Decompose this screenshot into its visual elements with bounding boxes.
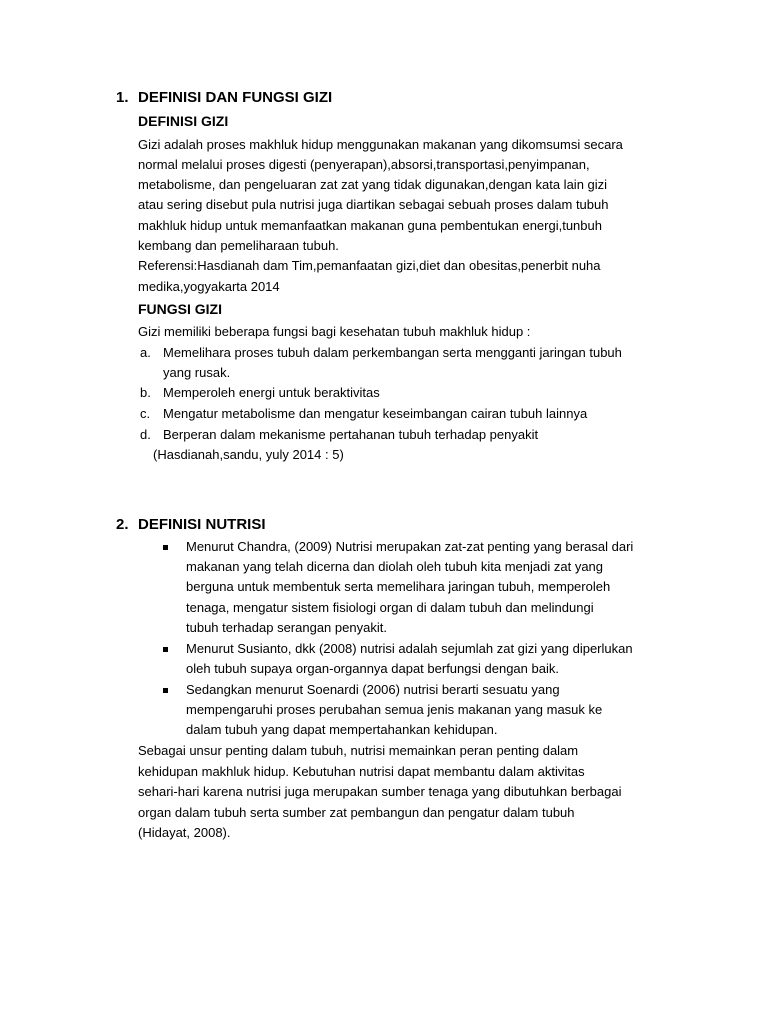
bullet-text: mempengaruhi proses perubahan semua jenis makanan yang masuk ke <box>186 702 603 717</box>
paragraph-line: (Hidayat, 2008). <box>138 825 231 840</box>
definisi-line: kembang dan pemeliharaan tubuh. <box>138 238 339 253</box>
section2-number: 2. <box>116 516 129 533</box>
list-item-text: Mengatur metabolisme dan mengatur keseimbangan cairan tubuh lainnya <box>163 406 588 421</box>
list-item-text: Memperoleh energi untuk beraktivitas <box>163 385 380 400</box>
definisi-line: normal melalui proses digesti (penyerapan),absorsi,transportasi,penyimpanan, <box>138 157 590 172</box>
list-marker: a. <box>140 345 151 360</box>
definisi-line: atau sering disebut pula nutrisi juga diartikan sebagai sebuah proses dalam tubuh <box>138 197 609 212</box>
section2-heading: DEFINISI NUTRISI <box>138 516 266 533</box>
definisi-gizi-heading: DEFINISI GIZI <box>138 113 229 129</box>
bullet-text: makanan yang telah dicerna dan diolah oleh tubuh kita menjadi zat yang <box>186 559 604 574</box>
list-marker: c. <box>140 406 151 421</box>
bullet-text: berguna untuk membentuk serta memelihara jaringan tubuh, memperoleh <box>186 579 611 594</box>
bullet-icon <box>163 647 168 652</box>
bullet-text: oleh tubuh supaya organ-organnya dapat berfungsi dengan baik. <box>186 661 559 676</box>
bullet-text: tenaga, mengatur sistem fisiologi organ di dalam tubuh dan melindungi <box>186 600 594 615</box>
definisi-line: metabolisme, dan pengeluaran zat zat yang tidak digunakan,dengan kata lain gizi <box>138 177 608 192</box>
list-marker: b. <box>140 385 151 400</box>
definisi-line: Gizi adalah proses makhluk hidup menggunakan makanan yang dikomsumsi secara <box>138 137 623 152</box>
paragraph-line: Sebagai unsur penting dalam tubuh, nutrisi memainkan peran penting dalam <box>138 743 579 758</box>
bullet-icon <box>163 545 168 550</box>
bullet-text: dalam tubuh yang dapat mempertahankan kehidupan. <box>186 722 498 737</box>
citation: (Hasdianah,sandu, yuly 2014 : 5) <box>153 447 344 462</box>
paragraph-line: sehari-hari karena nutrisi juga merupakan sumber tenaga yang dibutuhkan berbagai <box>138 784 622 799</box>
fungsi-intro: Gizi memiliki beberapa fungsi bagi kesehatan tubuh makhluk hidup : <box>138 324 531 339</box>
paragraph-line: organ dalam tubuh serta sumber zat pembangun dan pengatur dalam tubuh <box>138 805 575 820</box>
bullet-icon <box>163 688 168 693</box>
fungsi-gizi-heading: FUNGSI GIZI <box>138 301 222 317</box>
reference-line: medika,yogyakarta 2014 <box>138 279 280 294</box>
list-marker: d. <box>140 427 151 442</box>
list-item-text: yang rusak. <box>163 365 231 380</box>
reference-line: Referensi:Hasdianah dam Tim,pemanfaatan gizi,diet dan obesitas,penerbit nuha <box>138 258 601 273</box>
bullet-text: tubuh terhadap serangan penyakit. <box>186 620 387 635</box>
list-item-text: Berperan dalam mekanisme pertahanan tubuh terhadap penyakit <box>163 427 539 442</box>
bullet-text: Sedangkan menurut Soenardi (2006) nutrisi berarti sesuatu yang <box>186 682 560 697</box>
section1-heading: DEFINISI DAN FUNGSI GIZI <box>138 89 333 106</box>
paragraph-line: kehidupan makhluk hidup. Kebutuhan nutrisi dapat membantu dalam aktivitas <box>138 764 585 779</box>
list-item-text: Memelihara proses tubuh dalam perkembangan serta mengganti jaringan tubuh <box>163 345 622 360</box>
section1-number: 1. <box>116 89 129 106</box>
definisi-line: makhluk hidup untuk memanfaatkan makanan guna pembentukan energi,tunbuh <box>138 218 602 233</box>
bullet-text: Menurut Susianto, dkk (2008) nutrisi adalah sejumlah zat gizi yang diperlukan <box>186 641 633 656</box>
bullet-text: Menurut Chandra, (2009) Nutrisi merupakan zat-zat penting yang berasal dari <box>186 539 634 554</box>
